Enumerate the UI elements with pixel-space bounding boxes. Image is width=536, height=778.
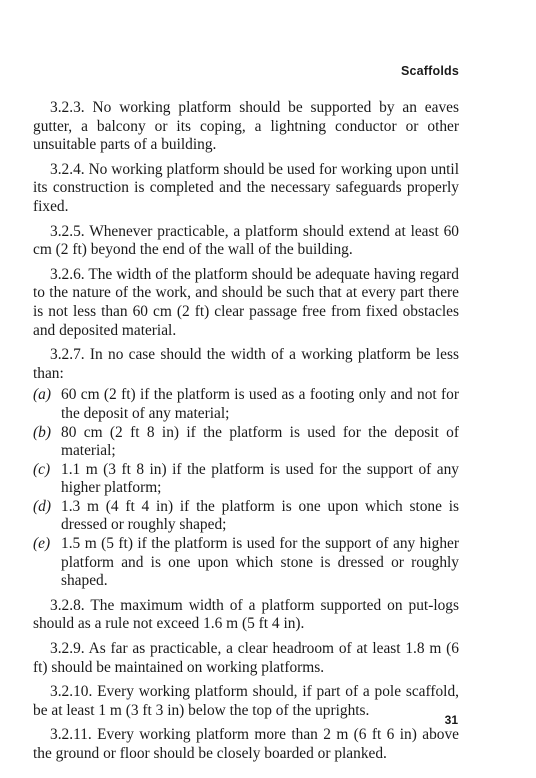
list-item-text: 60 cm (2 ft) if the platform is used as a footing only and not for the deposit of any material; [61,386,459,422]
paragraph-3-2-4 [33,161,459,217]
list-item-text: 1.1 m (3 ft 8 in) if the platform is used for the support of any higher platform; [61,460,459,497]
list-item-label: (c) [33,460,51,478]
list-item [33,424,459,461]
paragraph-3-2-7 [33,346,459,383]
paragraph-text: Whenever practicable, a platform should extend at least 60 cm (2 ft) beyond the end of the wall of the building. [33,222,459,259]
page-number: 31 [444,713,458,727]
paragraph-number: 3.2.5. [50,222,85,240]
paragraph-text: Every working platform more than 2 m (6 ft 6 in) above the ground or floor should be closely boarded or planked. [33,726,459,762]
list-item [33,498,459,535]
paragraph-number: 3.2.6. [50,265,85,283]
list-item [33,535,459,591]
paragraph-number: 3.2.8. [50,596,85,614]
paragraph-number: 3.2.11. [50,726,92,744]
list-item-label: (d) [33,497,51,515]
width-requirements-list [33,386,459,591]
running-header: Scaffolds [400,64,459,78]
list-item-text: 80 cm (2 ft 8 in) if the platform is used for the deposit of material; [61,423,459,460]
paragraph-text: No working platform should be supported by an eaves gutter, a balcony or its coping, a lightning conductor or other unsuitable parts of a building. [33,99,459,154]
paragraph-text: In no case should the width of a working platform be less than: [33,346,459,382]
paragraph-number: 3.2.9. [50,640,85,658]
paragraph-3-2-9 [33,640,459,677]
paragraph-number: 3.2.3. [50,99,85,116]
paragraph-text: The maximum width of a platform supported on put-logs should as a rule not exceed 1.6 m (5 ft 4 in). [33,596,459,633]
paragraph-number: 3.2.10. [50,683,93,701]
paragraph-text: As far as practicable, a clear headroom of at least 1.8 m (6 ft) should be maintained on working platforms. [33,640,459,676]
paragraph-number: 3.2.4. [50,160,85,178]
paragraph-text: No working platform should be used for working upon until its construction is completed and the necessary safeguards properly fixed. [33,160,459,215]
list-item-label: (b) [33,423,51,441]
list-item-label: (e) [33,535,51,553]
paragraph-text: Every working platform should, if part of a pole scaffold, be at least 1 m (3 ft 3 in) below the top of the uprights. [33,683,459,719]
list-item [33,461,459,498]
paragraph-text: The width of the platform should be adequate having regard to the nature of the work, and should be such that at every part there is not less than 60 cm (2 ft) clear passage free from fixed obstacles and deposited material. [33,265,459,339]
paragraph-3-2-5 [33,223,459,260]
page-body [33,99,459,770]
list-item-label: (a) [33,386,51,404]
paragraph-3-2-10 [33,683,459,720]
paragraph-3-2-11 [33,726,459,763]
list-item [33,386,459,423]
list-item-text: 1.3 m (4 ft 4 in) if the platform is one upon which stone is dressed or roughly shaped; [61,497,459,534]
paragraph-number: 3.2.7. [50,346,85,364]
paragraph-3-2-3 [33,99,459,155]
list-item-text: 1.5 m (5 ft) if the platform is used for the support of any higher platform and is one upon which stone is dressed or roughly shaped. [61,535,459,590]
paragraph-3-2-8 [33,597,459,634]
paragraph-3-2-6 [33,266,459,340]
